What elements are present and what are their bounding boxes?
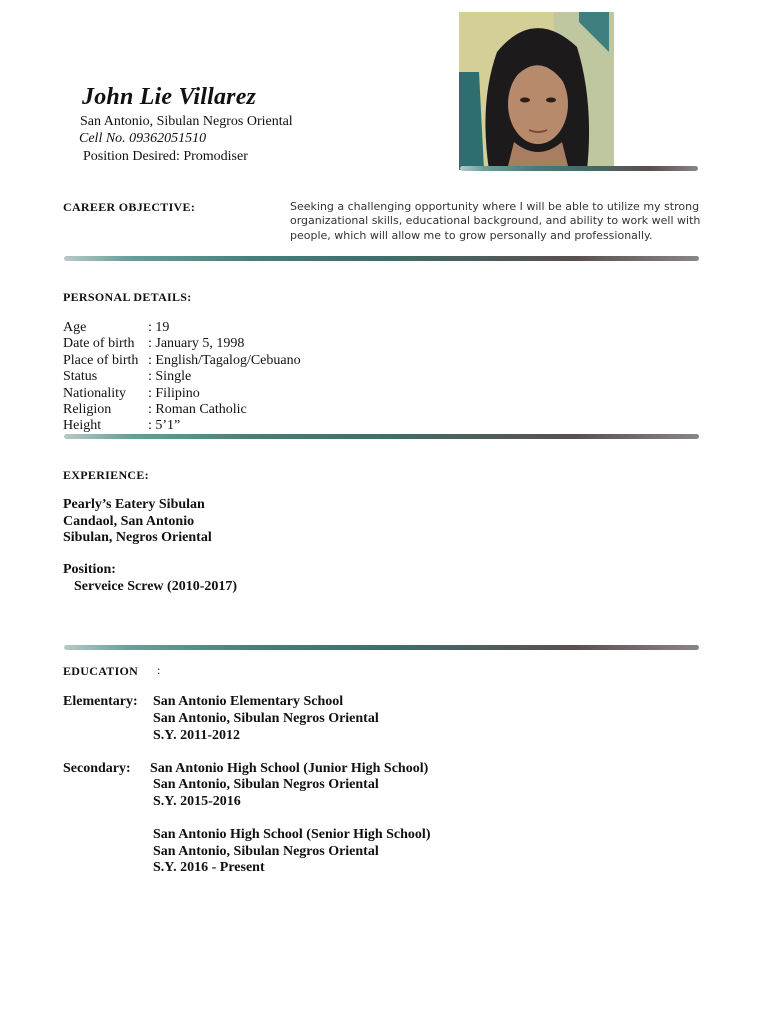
- experience-position-label: Position:: [63, 562, 116, 577]
- jhs-year: S.Y. 2015-2016: [153, 794, 241, 809]
- education-heading: EDUCATION: [63, 664, 139, 678]
- elementary-year: S.Y. 2011-2012: [153, 728, 241, 743]
- career-objective-text: Seeking a challenging opportunity where I will be able to utilize my strong organizational skills, educational background, and ability to work well with people, which will allow me to grow personally and professionally.: [290, 200, 701, 242]
- career-objective-heading: CAREER OBJECTIVE:: [63, 200, 196, 214]
- elementary-school: San Antonio Elementary School: [153, 694, 344, 709]
- divider-header: [460, 166, 698, 171]
- detail-row-age: [63, 320, 169, 336]
- shs-school: San Antonio High School (Senior High School): [153, 827, 431, 842]
- detail-row-status: [63, 369, 191, 385]
- divider-personal: [64, 434, 699, 439]
- detail-value: : Filipino: [148, 385, 200, 401]
- applicant-cell: Cell No. 09362051510: [79, 131, 207, 146]
- education-colon: :: [157, 663, 161, 677]
- detail-value: : English/Tagalog/Cebuano: [148, 352, 301, 368]
- detail-value: : Roman Catholic: [148, 402, 247, 417]
- detail-label: Status: [63, 369, 98, 385]
- jhs-school: San Antonio High School (Junior High School): [150, 761, 429, 776]
- detail-row-religion: [63, 402, 247, 418]
- detail-row-pob: [63, 353, 301, 369]
- applicant-name: John Lie Villarez: [82, 84, 257, 110]
- elementary-label: Elementary:: [63, 694, 138, 709]
- experience-address-line: Sibulan, Negros Oriental: [63, 530, 212, 546]
- detail-label: Place of birth: [63, 352, 139, 368]
- detail-label: Age: [63, 320, 87, 335]
- divider-experience: [64, 645, 699, 650]
- position-desired: Position Desired: Promodiser: [83, 149, 248, 164]
- elementary-address: San Antonio, Sibulan Negros Oriental: [153, 711, 379, 726]
- detail-value: : 19: [148, 320, 170, 335]
- shs-address: San Antonio, Sibulan Negros Oriental: [153, 844, 379, 859]
- detail-value: : 5’1”: [148, 418, 181, 434]
- experience-address-line: Candaol, San Antonio: [63, 513, 195, 529]
- divider-career: [64, 256, 699, 261]
- detail-row-nationality: [63, 386, 200, 402]
- experience-heading: EXPERIENCE:: [63, 468, 149, 482]
- detail-value: : Single: [148, 369, 192, 385]
- applicant-address: San Antonio, Sibulan Negros Oriental: [80, 114, 293, 129]
- detail-label: Height: [63, 418, 102, 434]
- detail-row-dob: [63, 336, 244, 352]
- personal-details-heading: PERSONAL DETAILS:: [63, 290, 192, 304]
- detail-value: : January 5, 1998: [148, 336, 245, 352]
- experience-employer: Pearly’s Eatery Sibulan: [63, 497, 205, 512]
- shs-year: S.Y. 2016 - Present: [153, 860, 265, 875]
- detail-label: Date of birth: [63, 336, 135, 352]
- detail-row-height: [63, 418, 180, 434]
- detail-label: Religion: [63, 402, 112, 417]
- secondary-label: Secondary:: [63, 761, 131, 776]
- experience-position-value: Serveice Screw (2010-2017): [74, 579, 238, 594]
- jhs-address: San Antonio, Sibulan Negros Oriental: [153, 777, 379, 792]
- detail-label: Nationality: [63, 385, 126, 401]
- profile-photo: [459, 12, 614, 170]
